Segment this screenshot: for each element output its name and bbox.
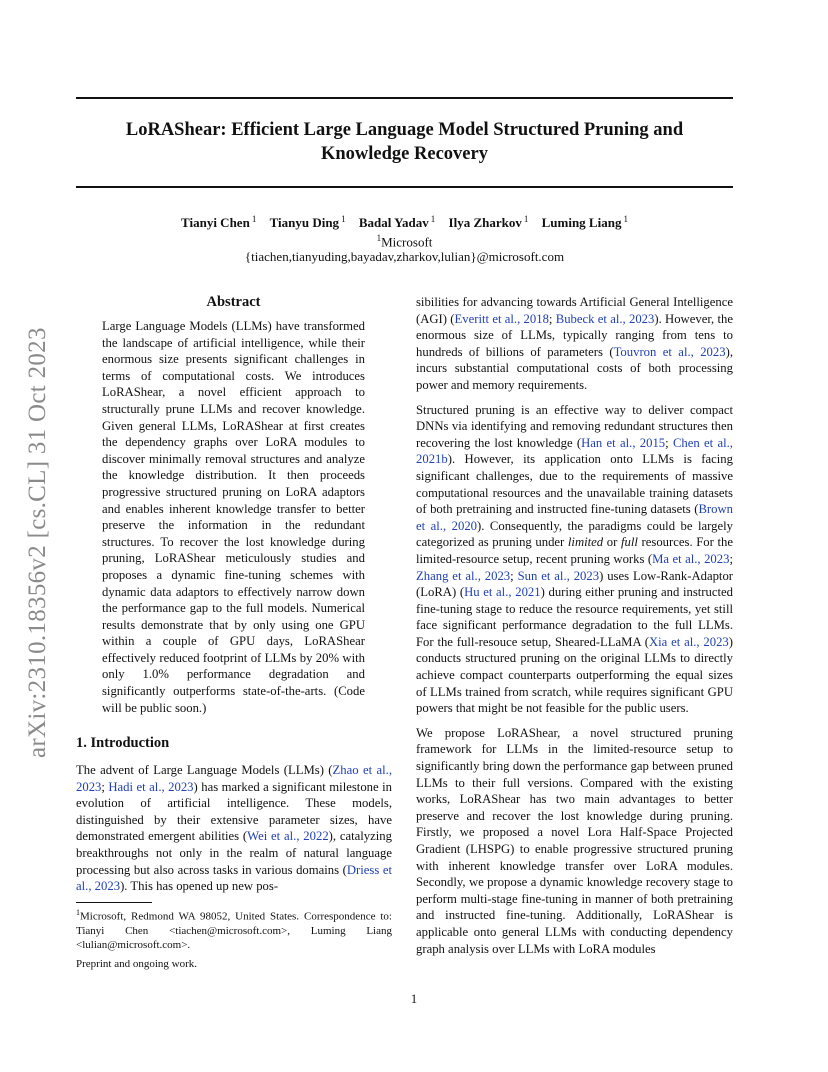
paragraph-text: ). However, its application onto LLMs is facing significant challenges, due to the requirements of massive computational resources and the unavailable training datasets of both pretraining and instructed fine-tuning datasets ( (416, 452, 733, 517)
abstract-body: Large Language Models (LLMs) have transformed the landscape of artificial intelligence, while their enormous size presents significant challenges in terms of computational costs. We introduces LoRAShear, a novel efficient approach to structurally prune LLMs and recover knowledge. Given general LLMs, LoRAShear at first creates the dependency graphs over LoRA modules to discover minimally removal structures and analyze the knowledge distribution. It then proceeds progressive structured pruning on LoRA adaptors and enables inherent knowledge transfer to better preserve the information in the redundant structures. To recover the lost knowledge during pruning, LoRAShear meticulously studies and proposes a dynamic fine-tuning schemes with dynamic data adaptors to effectively narrow down the performance gap to the full models. Numerical results demonstrate that by only using one GPU within a couple of GPU days, LoRAShear effectively reduced footprint of LLMs by 20% with only 1.0% performance degradation and significantly outperforms state-of-the-arts. (Code will be public soon.) (102, 319, 365, 715)
citation-link[interactable]: Zhang et al., 2023 (416, 568, 511, 583)
intro-paragraph-4: We propose LoRAShear, a novel structured pruning framework for LLMs in the limited-resource setup to significantly bring down the performance gap between pruned LLMs to their full versions. Compared with the existing works, LoRAShear has two main advantages to better preserve and recover the lost knowledge during pruning. Firstly, we proposed a novel Lora Half-Space Projected Gradient (LHSPG) to enable progressive structured pruning with inherent knowledge transfer over LoRA modules. Secondly, we propose a dynamic knowledge recovery stage to perform multi-stage fine-tuning in manner of both pretraining and instructed fine-tuning. Additionally, LoRAShear is applicable onto general LLMs with conducting dependency graph analysis over LLMs with LoRA modules (416, 725, 733, 956)
paragraph-text: Structured pruning is an effective way to deliver compact DNNs via identifying and removing redundant structures then recovering the lost knowledge ( (416, 402, 733, 450)
author-emails: {tiachen,tianyuding,bayadav,zharkov,lulian}@microsoft.com (244, 249, 565, 264)
paragraph-text: ) during either pruning and instructed fine-tuning stage to reduce the resource requirements, yet still face significant performance degradation to the full LLMs. For the full-resouce setup, Sheared-LLaMA ( (416, 585, 733, 649)
intro-paragraph-2 (416, 294, 733, 394)
citation-link[interactable]: Chen et al., 2021b (416, 435, 733, 467)
paragraph-text: ; (101, 779, 109, 794)
citation-link[interactable]: Wei et al., 2022 (247, 829, 329, 844)
author: Tianyi Chen $^1$ (181, 214, 257, 231)
paragraph-text: ; (665, 435, 673, 450)
paragraph-text: ). However, the enormous size of LLMs, typically ranging from tens to hundreds of billions of parameters ( (416, 311, 733, 359)
author: Luming Liang $^1$ (541, 214, 628, 231)
footnote-rule (76, 902, 152, 903)
citation-link[interactable]: Everitt et al., 2018 (454, 311, 549, 326)
citation-link[interactable]: Han et al., 2015 (581, 435, 666, 450)
paragraph-text: or (603, 535, 621, 550)
page-number: 1 (410, 992, 418, 1006)
author: Tianyu Ding $^1$ (269, 214, 346, 231)
author: Ilya Zharkov $^1$ (448, 214, 529, 231)
citation-link[interactable]: Sun et al., 2023 (517, 568, 600, 583)
top-rule (76, 97, 733, 99)
paragraph-text: ; (729, 551, 733, 566)
title-bottom-rule (76, 186, 733, 188)
author: Badal Yadav $^1$ (358, 214, 436, 231)
paper-title (76, 118, 733, 166)
paragraph-text: ), catalyzing breakthroughs not only in the realm of natural language processing but also across tasks in various domains ( (76, 829, 392, 877)
author-list (76, 214, 733, 231)
citation-link[interactable]: Touvron et al., 2023 (613, 344, 726, 359)
paragraph-text: ) uses Low-Rank-Adaptor (LoRA) ( (416, 568, 734, 600)
citation-link[interactable]: Hu et al., 2021 (464, 585, 541, 600)
citation-link[interactable]: Zhao et al., 2023 (76, 763, 392, 794)
section-heading-introduction: 1. Introduction (76, 735, 170, 751)
affiliation: $^1$Microsoft (376, 233, 433, 250)
paragraph-text: ). This has opened up new pos- (120, 879, 279, 894)
footnote: $^1$Microsoft, Redmond WA 98052, United States. Correspondence to: Tianyi Chen <tiachen@microsoft.com>, Luming Liang <lulian@microsoft.com>. (76, 908, 392, 951)
preprint-note: Preprint and ongoing work. (76, 958, 197, 970)
paragraph-text: sibilities for advancing towards Artificial General Intelligence (AGI) ( (416, 295, 733, 326)
paragraph-text: resources. For the limited-resource setup, recent pruning works ( (416, 535, 733, 566)
paragraph-text: ). Consequently, the paradigms could be largely categorized as pruning under (416, 518, 733, 550)
intro-paragraph-1 (76, 762, 392, 895)
citation-link[interactable]: Xia et al., 2023 (648, 634, 729, 649)
title-line-1: LoRAShear: Efficient Large Language Model Structured Pruning and (125, 120, 684, 140)
right-column (416, 294, 733, 965)
arxiv-stamp[interactable]: arXiv:2310.18356v2 [cs.CL] 31 Oct 2023 (24, 327, 51, 758)
citation-link[interactable]: Bubeck et al., 2023 (555, 311, 655, 326)
intro-paragraph-3 (416, 402, 733, 717)
citation-link[interactable]: Driess et al., 2023 (76, 862, 393, 894)
citation-link[interactable]: Hadi et al., 2023 (108, 779, 194, 794)
abstract-heading: Abstract (206, 294, 261, 310)
emphasis-text: limited (567, 535, 604, 550)
emphasis-text: full (620, 535, 638, 550)
title-line-2: Knowledge Recovery (321, 144, 488, 164)
citation-link[interactable]: Brown et al., 2020 (416, 502, 733, 533)
citation-link[interactable]: Ma et al., 2023 (652, 551, 730, 566)
paragraph-text: ), incurs substantial computational costs of both processing power and memory requirements. (416, 344, 733, 392)
paragraph-text: ) conducts structured pruning on the original LLMs to directly achieve compact counterparts outperforming the equal sizes of LLMs trained from scratch, while requires significant GPU powers that might be not feasible for the public users. (416, 634, 733, 716)
paragraph-text: The advent of Large Language Models (LLMs) ( (76, 763, 333, 777)
paragraph-text: ; (510, 568, 518, 583)
paragraph-text: ; (548, 311, 556, 326)
introduction-left-column (76, 762, 392, 895)
paragraph-text: ) has marked a significant milestone in evolution of artificial intelligence. These models, distinguished by their extensive parameter sizes, have demonstrated emergent abilities ( (76, 779, 392, 844)
